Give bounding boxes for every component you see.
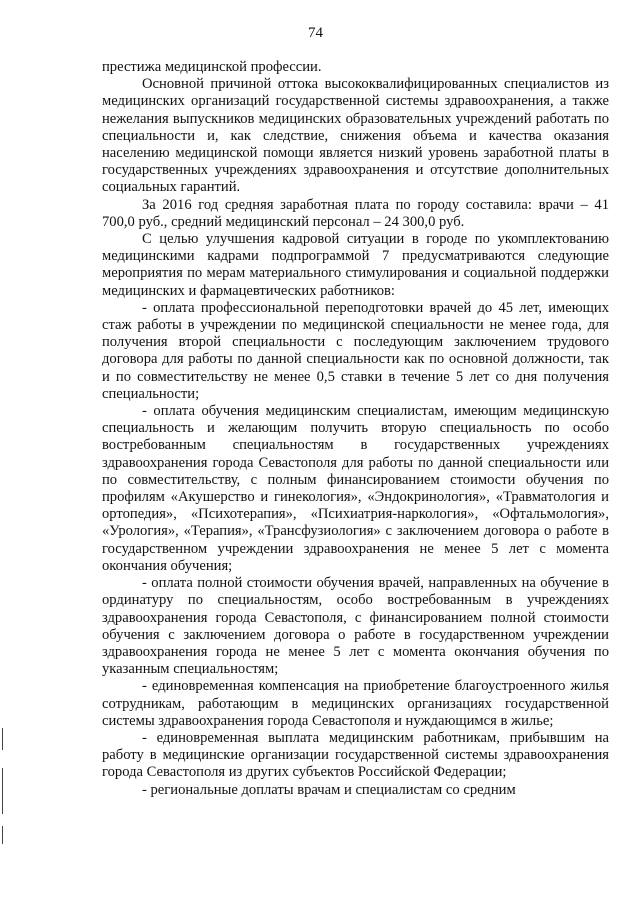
paragraph-salary: За 2016 год средняя заработная плата по городу составила: врачи – 41 700,0 руб., средний медицинский персонал – 24 300,0 руб. — [102, 196, 609, 230]
paragraph-measures-intro: С целью улучшения кадровой ситуации в городе по укомплектованию медицинскими кадрами подпрограммой 7 предусматриваются следующие мероприятия по мерам материального стимулирования и социальной поддержки медицинских и фармацевтических работников: — [102, 231, 609, 299]
list-item-retraining: - оплата профессиональной переподготовки врачей до 45 лет, имеющих стаж работы в учреждении по медицинской специальности не менее года, для получения второй специальности с последующим заключением трудового договора для работы по данной специальности как по основной должности, так и по совместительству не менее 0,5 ставки в течение 5 лет со дня получения специальности; — [102, 299, 609, 402]
scan-edge-mark — [2, 728, 3, 750]
list-item-residency: - оплата полной стоимости обучения врачей, направленных на обучение в ординатуру по специальностям, особо востребованным в учреждениях здравоохранения города Севастополя, с финансированием полной стоимости обучения с заключением договора о работе в государственном учреждении здравоохранения города не менее 5 лет с момента окончания обучения по указанным специальностям; — [102, 575, 609, 678]
paragraph-continuation: престижа медицинской профессии. — [102, 59, 322, 75]
list-item-second-specialty: - оплата обучения медицинским специалистам, имеющим медицинскую специальность и желающим получить вторую специальность по особо востребованным специальностям в государственных учреждениях здравоохранения города Севастополя для работы по данной специальности или по совместительству, с полным финансированием стоимости обучения по профилям «Акушерство и гинекология», «Эндокринология», «Травматология и ортопедия», «Психотерапия», «Психиатрия-наркология», «Офтальмология», «Урология», «Терапия», «Трансфузиология» с заключением договора о работе в государственном учреждении здравоохранения не менее 5 лет с момента окончания обучения; — [102, 403, 609, 574]
scan-edge-mark — [2, 768, 3, 814]
page-number: 74 — [308, 25, 323, 41]
list-item-housing-compensation: - единовременная компенсация на приобретение благоустроенного жилья сотрудникам, работающим в медицинских организациях государственной системы здравоохранения города Севастополя и нуждающимся в жилье; — [102, 678, 609, 729]
list-item-relocation-payment: - единовременная выплата медицинским работникам, прибывшим на работу в медицинские организации государственной системы здравоохранения города Севастополя из других субъектов Российской Федерации; — [102, 729, 609, 781]
paragraph-reason: Основной причиной оттока высококвалифицированных специалистов из медицинских организаций государственной системы здравоохранения, а также нежелания выпускников медицинских образовательных учреждений работать по специальности и, как следствие, снижения объема и качества оказания населению медицинской помощи является низкий уровень заработной платы в государственных учреждениях здравоохранения и отсутствие дополнительных социальных гарантий. — [102, 76, 609, 196]
scan-edge-mark — [2, 826, 3, 844]
list-item-regional-allowances: - региональные доплаты врачам и специалистам со средним — [142, 781, 516, 798]
body-text — [102, 59, 609, 799]
